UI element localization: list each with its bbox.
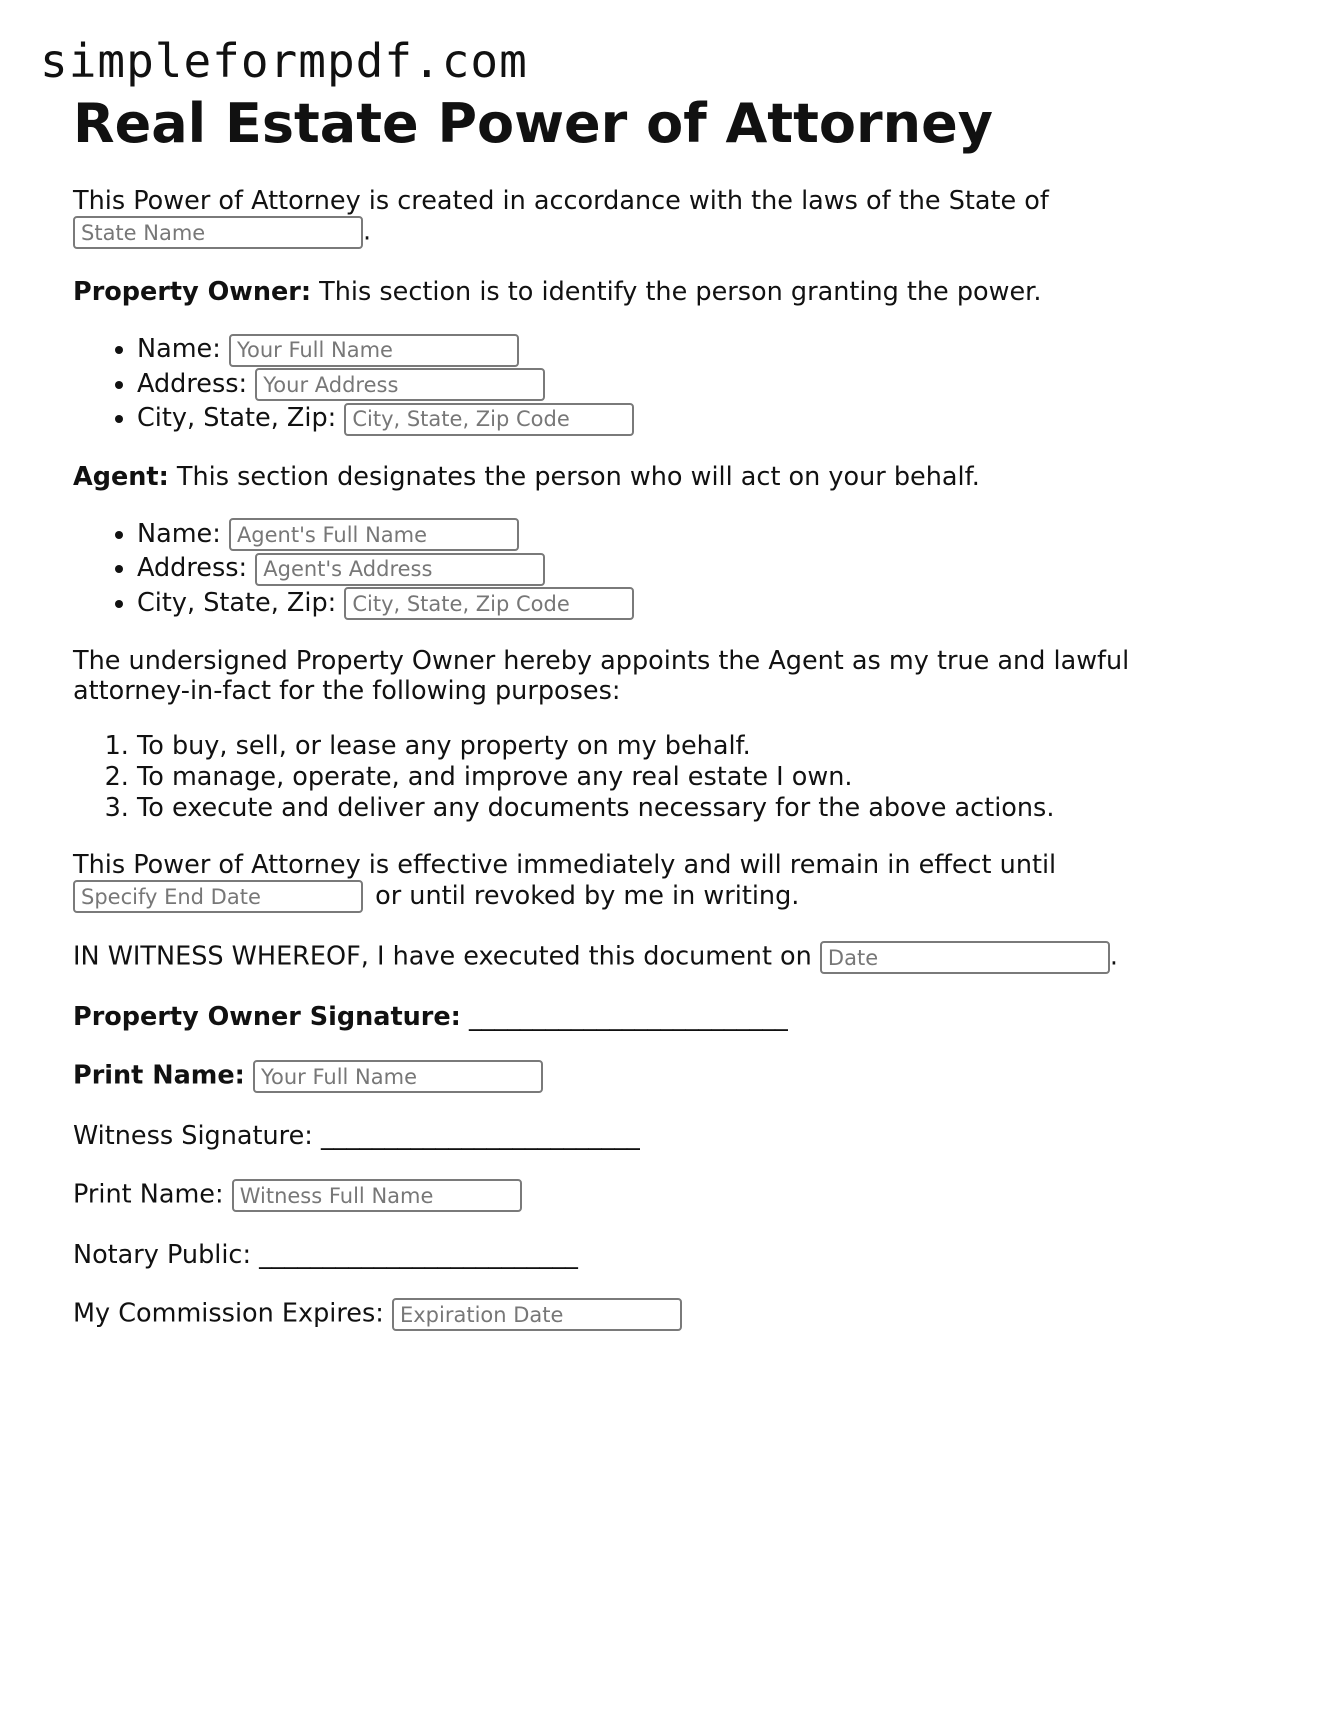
- agent-name-label: Name:: [137, 518, 229, 549]
- owner-signature-label: Property Owner Signature:: [73, 1002, 461, 1032]
- intro-period: .: [363, 216, 372, 247]
- owner-name-label: Name:: [137, 334, 229, 364]
- witness-signature-blank[interactable]: _________________________: [320, 1121, 640, 1151]
- witness-print-label: Print Name:: [73, 1179, 232, 1210]
- owner-fields-list: [73, 332, 1253, 436]
- list-item: [137, 367, 1253, 402]
- agent-description: This section designates the person who will act on your behalf.: [168, 461, 980, 492]
- agent-city-state-zip-label: City, State, Zip:: [137, 587, 345, 618]
- owner-print-label: Print Name:: [73, 1060, 245, 1091]
- watermark: simpleformpdf.com: [40, 34, 528, 88]
- witness-clause: [73, 941, 1253, 974]
- owner-city-state-zip-input[interactable]: [344, 403, 634, 436]
- list-item: [137, 332, 1253, 367]
- owner-description: This section is to identify the person granting the power.: [311, 277, 1042, 307]
- notary-signature-blank[interactable]: _________________________: [259, 1240, 578, 1270]
- page-title: Real Estate Power of Attorney: [73, 92, 993, 155]
- end-date-input[interactable]: [73, 880, 363, 913]
- list-item: [137, 551, 1253, 586]
- owner-signature-blank[interactable]: _________________________: [460, 1002, 788, 1032]
- effective-text: This Power of Attorney is effective immediately and will remain in effect until: [73, 850, 1057, 880]
- state-name-input[interactable]: [73, 216, 363, 249]
- owner-print-name: [73, 1060, 1253, 1093]
- agent-name-input[interactable]: [229, 518, 519, 551]
- commission-expires: [73, 1298, 1253, 1331]
- agent-section-intro: [73, 462, 1253, 492]
- owner-name-input[interactable]: [229, 334, 519, 367]
- list-item: [137, 517, 1253, 552]
- list-item: 3. To execute and deliver any documents necessary for the above actions.: [137, 793, 1253, 824]
- notary-label: Notary Public:: [73, 1240, 260, 1270]
- agent-city-state-zip-input[interactable]: [344, 587, 634, 620]
- agent-address-label: Address:: [137, 553, 256, 583]
- owner-section-intro: [73, 277, 1253, 307]
- notary-line: [73, 1240, 1253, 1270]
- intro-text: This Power of Attorney is created in accordance with the laws of the State of: [73, 186, 1049, 216]
- agent-heading: Agent:: [73, 461, 169, 492]
- list-item: 2. To manage, operate, and improve any real estate I own.: [137, 762, 1253, 793]
- list-item: [137, 586, 1253, 621]
- witness-clause-text: IN WITNESS WHEREOF, I have executed this document on: [73, 941, 820, 972]
- witness-print-name-input[interactable]: [232, 1179, 522, 1212]
- purposes-list: [73, 731, 1253, 824]
- owner-print-name-input[interactable]: [253, 1060, 543, 1093]
- agent-address-input[interactable]: [255, 553, 545, 586]
- commission-label: My Commission Expires:: [73, 1298, 392, 1329]
- owner-signature-line: [73, 1002, 1253, 1032]
- execution-date-input[interactable]: [820, 941, 1110, 974]
- witness-signature-label: Witness Signature:: [73, 1121, 321, 1151]
- owner-city-state-zip-label: City, State, Zip:: [137, 403, 345, 433]
- effective-suffix: or until revoked by me in writing.: [367, 880, 800, 911]
- owner-address-input[interactable]: [255, 368, 545, 401]
- owner-heading: Property Owner:: [73, 277, 312, 307]
- effective-paragraph: [73, 850, 1253, 913]
- witness-signature-line: [73, 1121, 1253, 1151]
- owner-address-label: Address:: [137, 368, 256, 399]
- commission-expiration-input[interactable]: [392, 1298, 682, 1331]
- witness-clause-period: .: [1109, 941, 1119, 972]
- intro-paragraph: [73, 186, 1253, 249]
- agent-fields-list: [73, 517, 1253, 621]
- appointment-paragraph: The undersigned Property Owner hereby appoints the Agent as my true and lawful attorney-in-fact for the following purposes:: [73, 646, 1130, 706]
- list-item: [137, 401, 1253, 436]
- list-item: 1. To buy, sell, or lease any property on my behalf.: [137, 731, 1253, 762]
- document: [73, 92, 1253, 1359]
- witness-print-name: [73, 1179, 1253, 1212]
